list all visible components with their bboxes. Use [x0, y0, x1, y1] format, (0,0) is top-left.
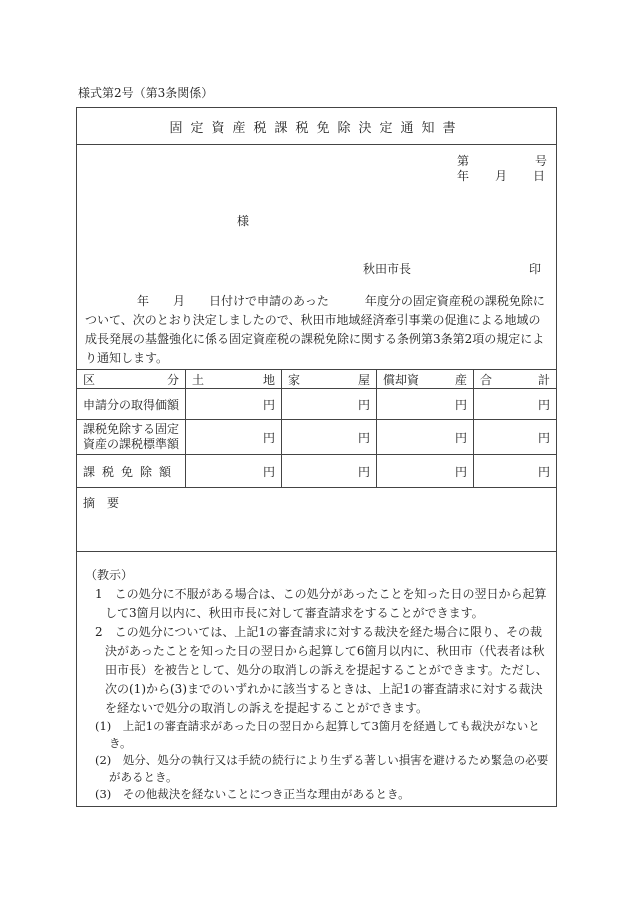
date-year: 年: [457, 169, 470, 183]
notice-body-text: 年 月 日付けで申請のあった 年度分の固定資産税の課税免除について、次のとおり決定しましたので、秋田市地域経済牽引事業の促進による地域の成長発展の基盤強化に係る固定資産税の課税免除に関する条例第3条第2項の規定により通知します。: [85, 294, 545, 365]
doc-number-suffix: 号: [535, 154, 548, 168]
row-label-acquisition: 申請分の取得価額: [77, 389, 186, 420]
table-header-row: [77, 370, 557, 389]
unit-cell: 円: [474, 455, 557, 488]
summary-label: 摘 要: [83, 496, 120, 510]
table-row: [77, 455, 557, 488]
table-row: [77, 389, 557, 420]
date-month: 月: [495, 169, 508, 183]
unit-cell: 円: [377, 420, 474, 455]
summary-box: [77, 490, 556, 552]
unit-cell: 円: [186, 455, 282, 488]
unit-cell: 円: [186, 420, 282, 455]
table-row: [77, 420, 557, 455]
unit-cell: 円: [377, 389, 474, 420]
note-subitem: (3) その他裁決を経ないことにつき正当な理由があるとき。: [95, 787, 410, 801]
header-total: 合 計: [480, 372, 550, 387]
appeal-instructions: [85, 566, 553, 803]
header-land: 土 地: [192, 372, 275, 387]
unit-cell: 円: [186, 389, 282, 420]
document-title: 固定資産税課税免除決定通知書: [77, 108, 556, 145]
addressee-suffix: 様: [237, 214, 250, 228]
header-depreciable-assets: 償却資 産: [383, 372, 467, 387]
note-subitem: (2) 処分、処分の執行又は手続の続行により生ずる著しい損害を避けるため緊急の必要があるとき。: [95, 753, 549, 784]
unit-cell: 円: [282, 420, 377, 455]
unit-cell: 円: [377, 455, 474, 488]
unit-cell: 円: [282, 455, 377, 488]
note-item: 2 この処分については、上記1の審査請求に対する裁決を経た場合に限り、その裁決があったことを知った日の翌日から起算して6箇月以内に、秋田市（代表者は秋田市長）を被告として、処分の取消しの訴えを提起することができます。ただし、次の(1)から(3)までのいずれかに該当するときは、上記1の審査請求に対する裁決を経ないで処分の取消しの訴えを提起することができます。: [95, 625, 548, 715]
note-item: 1 この処分に不服がある場合は、この処分があったことを知った日の翌日から起算して3箇月以内に、秋田市長に対して審査請求をすることができます。: [95, 587, 547, 620]
form-number: 様式第2号（第3条関係）: [78, 86, 214, 100]
issuer-name: 秋田市長: [363, 262, 412, 276]
seal-mark: 印: [529, 262, 542, 276]
notice-form: [76, 107, 557, 807]
row-label-exemption: 課税免除額: [77, 455, 186, 488]
doc-number-prefix: 第: [457, 154, 470, 168]
header-building: 家 屋: [288, 372, 370, 387]
unit-cell: 円: [474, 389, 557, 420]
unit-cell: 円: [282, 389, 377, 420]
unit-cell: 円: [474, 420, 557, 455]
date-day: 日: [533, 169, 546, 183]
row-label-tax-base: 課税免除する固定 資産の課税標準額: [77, 420, 186, 455]
note-subitem: (1) 上記1の審査請求があった日の翌日から起算して3箇月を経過しても裁決がないとき。: [95, 719, 540, 750]
header-category: 区 分: [83, 372, 179, 387]
notes-heading: （教示）: [85, 568, 134, 582]
amount-table: [76, 369, 557, 488]
